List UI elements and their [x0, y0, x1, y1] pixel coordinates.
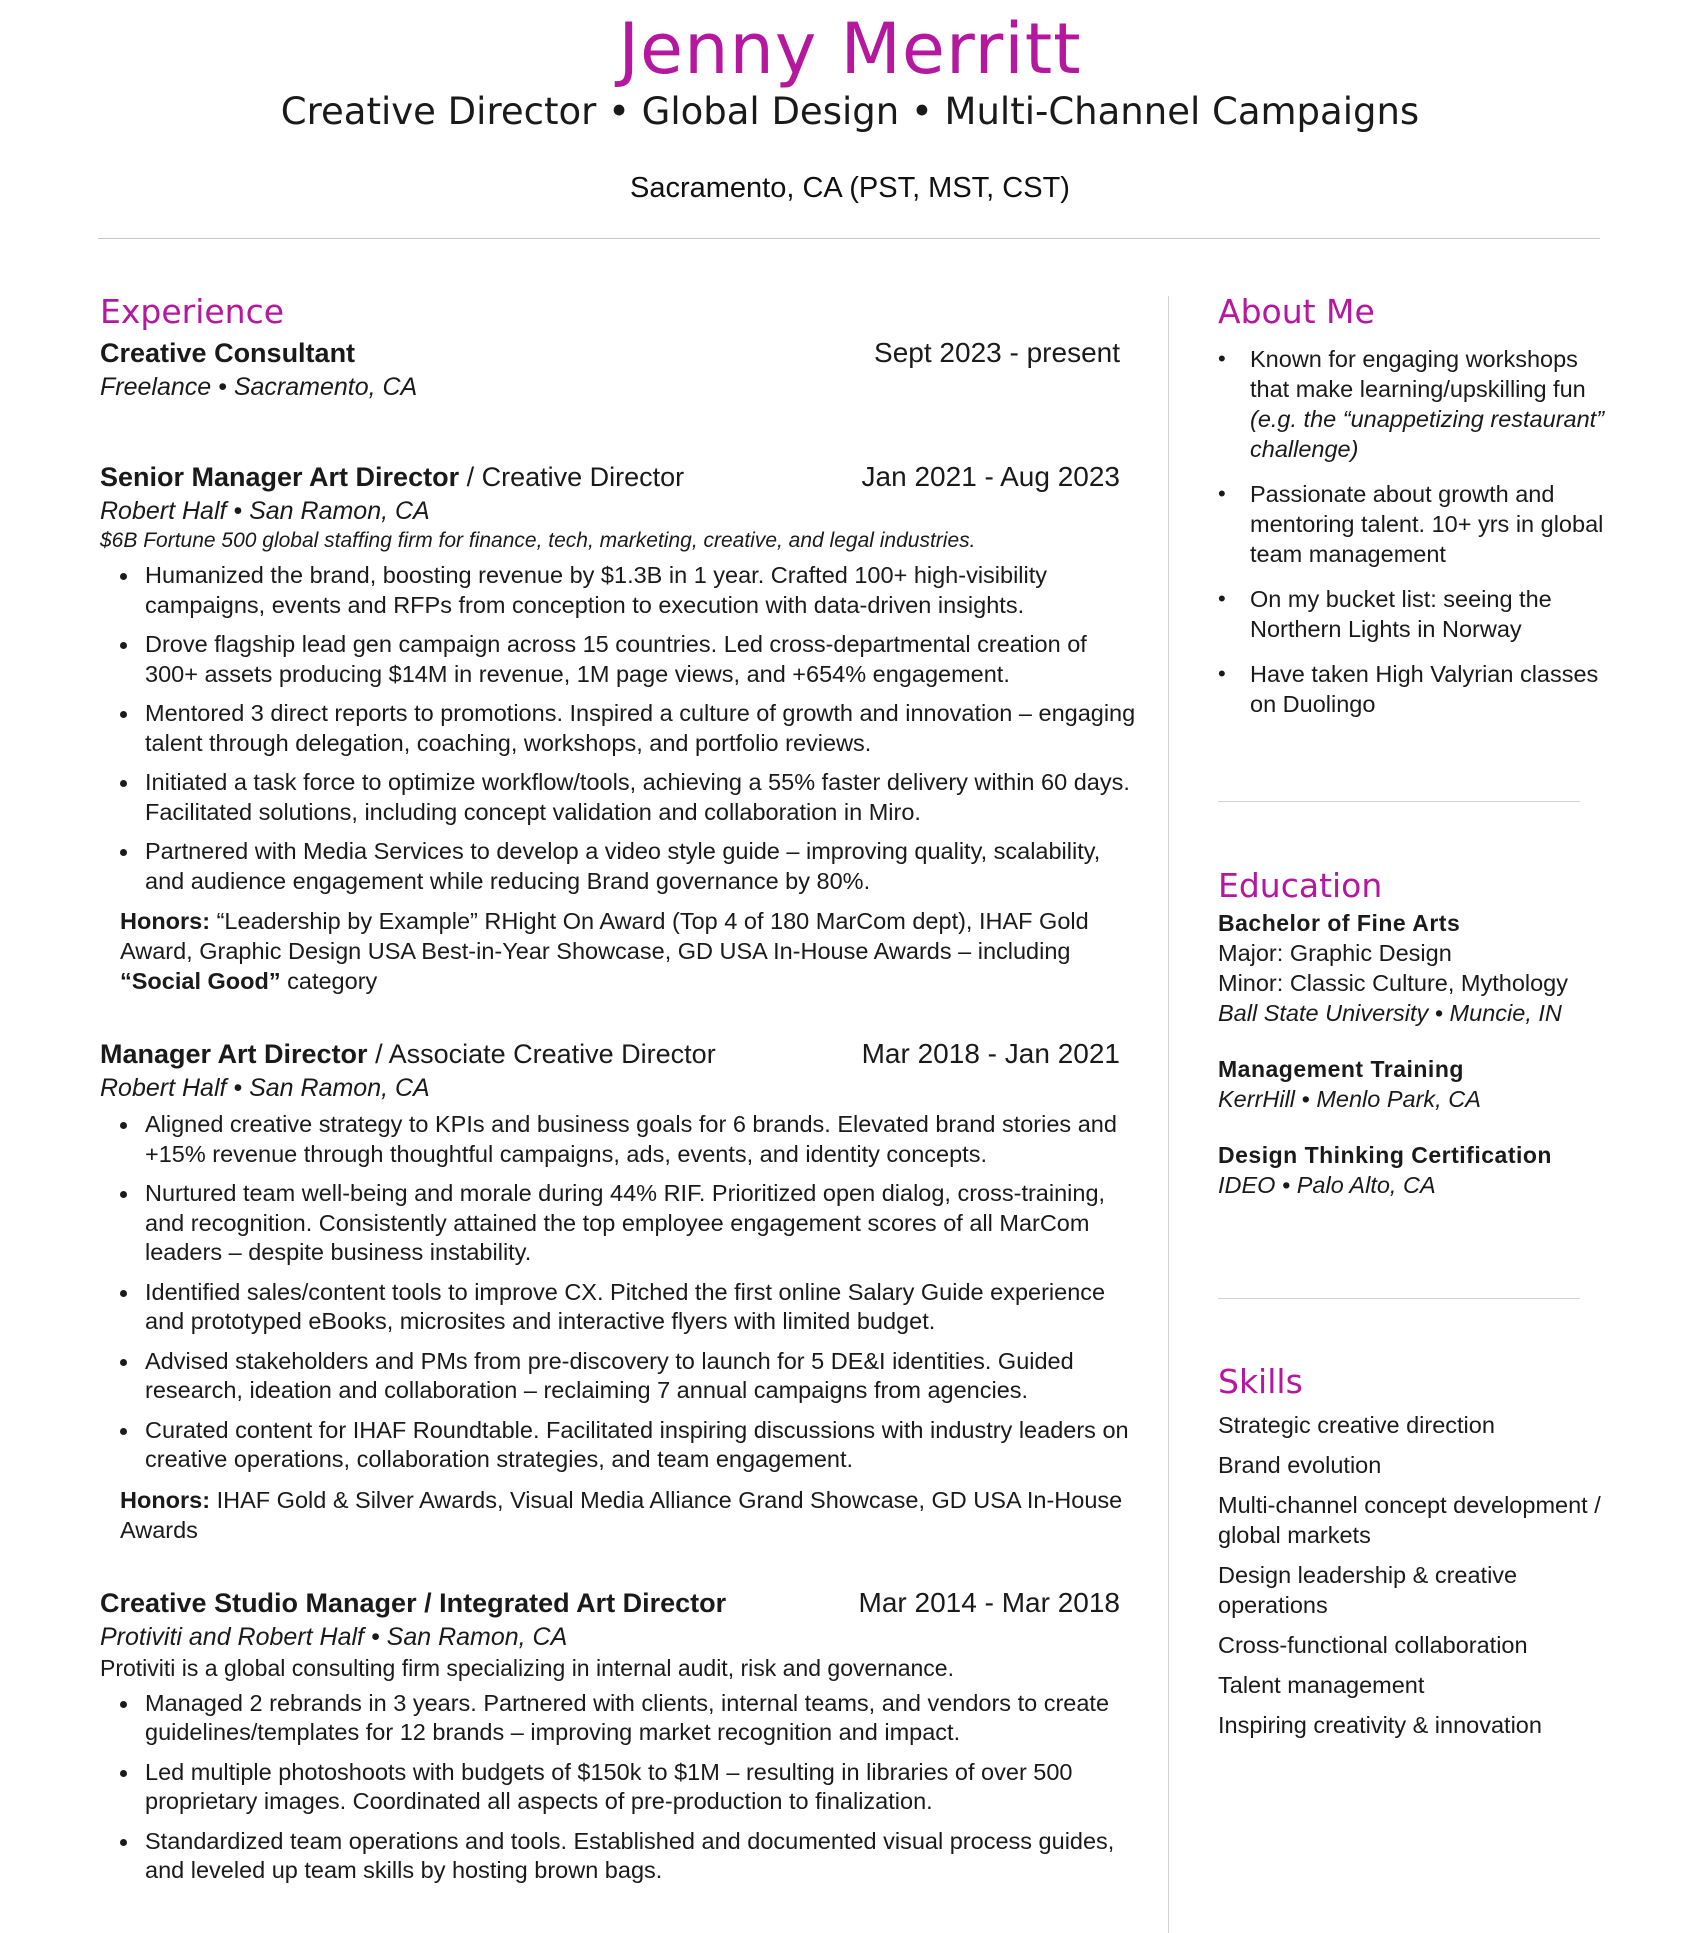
job-title	[100, 1585, 726, 1621]
cert-org: IDEO • Palo Alto, CA	[1218, 1172, 1436, 1198]
about-list	[1218, 344, 1608, 719]
honors-text: IHAF Gold & Silver Awards, Visual Media Alliance Grand Showcase, GD USA In-House Awards	[120, 1486, 1123, 1543]
job-company: Protiviti and Robert Half • San Ramon, CA	[100, 1622, 568, 1651]
skill-item: Inspiring creativity & innovation	[1218, 1712, 1542, 1738]
experience-section	[100, 290, 1140, 1896]
list-item: Aligned creative strategy to KPIs and business goals for 6 brands. Elevated brand stories and +15% revenue through thoughtful campaigns, ads, events, and identity concepts.	[145, 1110, 1140, 1169]
sidebar-divider	[1218, 801, 1580, 802]
cert-title: Design Thinking Certification	[1218, 1142, 1552, 1168]
job-dates: Sept 2023 - present	[874, 337, 1120, 368]
job-entry	[100, 459, 1140, 996]
about-heading: About Me	[1218, 292, 1375, 331]
job-company: Robert Half • San Ramon, CA	[100, 1074, 430, 1102]
job-title-bold: Senior Manager Art Director	[100, 462, 460, 492]
job-dates: Jan 2021 - Aug 2023	[861, 461, 1120, 492]
skill-item: Multi-channel concept development / global markets	[1218, 1492, 1601, 1548]
achievement-list	[100, 1689, 1140, 1886]
honors-label: Honors:	[120, 908, 211, 934]
honors-tail: category	[280, 968, 378, 994]
list-item: Partnered with Media Services to develop a video style guide – improving quality, scalability, and audience engagement while reducing Brand governance by 80%.	[145, 837, 1140, 896]
list-item: Mentored 3 direct reports to promotions. Inspired a culture of growth and innovation – engaging talent through delegation, coaching, workshops, and portfolio reviews.	[145, 699, 1140, 758]
list-item: Curated content for IHAF Roundtable. Facilitated inspiring discussions with industry leaders on creative operations, collaboration strategies, and team engagement.	[145, 1416, 1140, 1475]
company-description: $6B Fortune 500 global staffing firm for finance, tech, marketing, creative, and legal industries.	[100, 529, 976, 552]
list-item: • On my bucket list: seeing the Northern Lights in Norway	[1250, 584, 1608, 644]
job-dates: Mar 2014 - Mar 2018	[858, 1586, 1120, 1618]
header-divider	[98, 238, 1600, 239]
cert-block	[1218, 1140, 1618, 1200]
degree-block	[1218, 908, 1618, 1028]
experience-heading: Experience	[100, 292, 285, 331]
list-item: Humanized the brand, boosting revenue by $1.3B in 1 year. Crafted 100+ high-visibility campaigns, events and RFPs from conception to execution with data-driven insights.	[145, 561, 1140, 620]
job-title-bold: Manager Art Director	[100, 1039, 368, 1069]
company-description: Protiviti is a global consulting firm specializing in internal audit, risk and governance.	[100, 1654, 954, 1681]
list-item: Drove flagship lead gen campaign across 15 countries. Led cross-departmental creation of 300+ assets producing $14M in revenue, 1M page views, and +654% engagement.	[145, 630, 1140, 689]
job-title-bold: Creative Studio Manager / Integrated Art Director	[100, 1587, 727, 1618]
about-section	[1218, 290, 1608, 734]
job-title-bold: Creative Consultant	[100, 338, 356, 368]
achievement-list	[100, 561, 1140, 896]
job-header	[100, 1585, 1140, 1621]
job-title-rest: / Associate Creative Director	[367, 1039, 716, 1069]
job-title	[100, 1036, 716, 1072]
job-dates: Mar 2018 - Jan 2021	[861, 1038, 1120, 1069]
list-item: Initiated a task force to optimize workflow/tools, achieving a 55% faster delivery within 60 days. Facilitated solutions, including concept validation and collaboration in Miro.	[145, 768, 1140, 827]
location: Sacramento, CA (PST, MST, CST)	[630, 172, 1070, 204]
job-entry	[100, 1585, 1140, 1886]
job-entry	[100, 1036, 1140, 1545]
sidebar-divider	[1218, 1298, 1580, 1299]
job-title	[100, 335, 355, 371]
list-item: Identified sales/content tools to improve CX. Pitched the first online Salary Guide experience and prototyped eBooks, microsites and interactive flyers with limited budget.	[145, 1278, 1140, 1337]
job-entry	[100, 335, 1140, 403]
honors-label: Honors:	[120, 1486, 211, 1513]
honors	[120, 1485, 1140, 1545]
degree: Bachelor of Fine Arts	[1218, 910, 1461, 936]
job-title	[100, 459, 684, 495]
list-item: Advised stakeholders and PMs from pre-discovery to launch for 5 DE&I identities. Guided research, ideation and collaboration – reclaiming 7 annual campaigns from agencies.	[145, 1347, 1140, 1406]
job-header	[100, 1036, 1140, 1072]
skill-item: Talent management	[1218, 1672, 1425, 1698]
job-header	[100, 335, 1140, 371]
honors-text: “Leadership by Example” RHight On Award (Top 4 of 180 MarCom dept), IHAF Gold Award, Graphic Design USA Best-in-Year Showcase, GD USA In-House Awards – including	[120, 908, 1089, 964]
skill-item: Strategic creative direction	[1218, 1412, 1495, 1438]
list-item	[1250, 344, 1608, 464]
school: Ball State University • Muncie, IN	[1218, 1000, 1562, 1026]
honors	[120, 906, 1140, 996]
list-item: Managed 2 rebrands in 3 years. Partnered with clients, internal teams, and vendors to create guidelines/templates for 12 brands – improving market recognition and impact.	[145, 1689, 1140, 1748]
job-company: Robert Half • San Ramon, CA	[100, 497, 430, 525]
list-item: • Passionate about growth and mentoring talent. 10+ yrs in global team management	[1250, 479, 1608, 569]
education-section	[1218, 864, 1618, 1226]
major: Major: Graphic Design	[1218, 940, 1452, 966]
list-item: Standardized team operations and tools. Established and documented visual process guides, and leveled up team skills by hosting brown bags.	[145, 1827, 1140, 1886]
candidate-name: Jenny Merritt	[618, 8, 1082, 90]
skill-item: Design leadership & creative operations	[1218, 1562, 1518, 1618]
skills-section	[1218, 1360, 1618, 1750]
list-item: Nurtured team well-being and morale during 44% RIF. Prioritized open dialog, cross-training, and recognition. Consistently attained the top employee engagement scores of all MarCom leaders – despite business instability.	[145, 1179, 1140, 1268]
achievement-list	[100, 1110, 1140, 1475]
column-divider	[1168, 296, 1169, 1933]
education-heading: Education	[1218, 866, 1383, 905]
training-title: Management Training	[1218, 1056, 1464, 1082]
job-header	[100, 459, 1140, 495]
skill-item: Brand evolution	[1218, 1452, 1382, 1478]
training-block	[1218, 1054, 1618, 1114]
skill-item: Cross-functional collaboration	[1218, 1632, 1528, 1658]
tagline: Creative Director • Global Design • Multi-Channel Campaigns	[280, 90, 1420, 133]
job-title-rest: / Creative Director	[459, 462, 685, 492]
list-item: • Have taken High Valyrian classes on Duolingo	[1250, 659, 1608, 719]
honors-highlight: “Social Good”	[120, 968, 281, 994]
about-item-text: Known for engaging workshops that make learning/upskilling fun	[1250, 346, 1586, 402]
list-item: Led multiple photoshoots with budgets of $150k to $1M – resulting in libraries of over 500 proprietary images. Coordinated all aspects of pre-production to finalization.	[145, 1758, 1140, 1817]
skills-heading: Skills	[1218, 1362, 1303, 1401]
job-company: Freelance • Sacramento, CA	[100, 373, 418, 401]
training-org: KerrHill • Menlo Park, CA	[1218, 1086, 1481, 1112]
minor: Minor: Classic Culture, Mythology	[1218, 970, 1568, 996]
about-item-note: (e.g. the “unappetizing restaurant” challenge)	[1250, 406, 1605, 462]
